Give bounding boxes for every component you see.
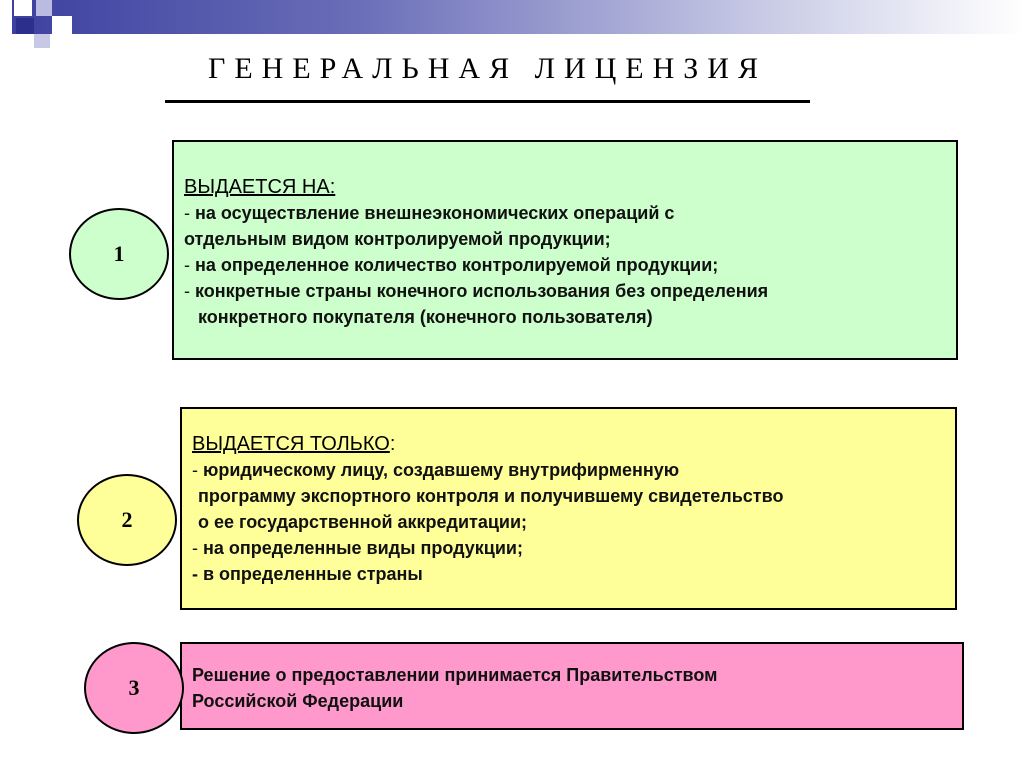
decorative-square	[0, 0, 12, 34]
list-item: - на определенное количество контролируемой продукции;	[184, 255, 719, 275]
decision-text-line: Решение о предоставлении принимается Правительством	[192, 665, 718, 685]
decorative-square	[16, 18, 34, 34]
step-number-2: 2	[77, 474, 177, 566]
issued-for-box	[172, 140, 958, 360]
list-item: - конкретные страны конечного использования без определения	[184, 281, 769, 301]
decorative-square	[36, 0, 52, 16]
decorative-square	[52, 16, 72, 34]
issued-for-heading: ВЫДАЕТСЯ НА:	[184, 176, 336, 198]
list-item-continuation: о ее государственной аккредитации;	[198, 512, 528, 532]
list-item-continuation: программу экспортного контроля и получившему свидетельство	[198, 486, 784, 506]
decision-text-line: Российской Федерации	[192, 691, 404, 711]
decorative-square	[34, 34, 50, 48]
decorative-header-bar	[0, 0, 1024, 34]
list-item: - на определенные виды продукции;	[192, 538, 523, 558]
list-item: - на осуществление внешнеэкономических операций с	[184, 203, 675, 223]
list-item-continuation: конкретного покупателя (конечного пользователя)	[198, 307, 653, 327]
list-item-continuation: отдельным видом контролируемой продукции;	[184, 229, 611, 249]
list-item: - в определенные страны	[192, 564, 423, 584]
decorative-square	[14, 0, 32, 16]
list-item: - юридическому лицу, создавшему внутрифирменную	[192, 460, 680, 480]
step-number-1: 1	[69, 208, 169, 300]
slide-title: ГЕНЕРАЛЬНАЯ ЛИЦЕНЗИЯ	[208, 52, 767, 85]
decorative-square	[16, 34, 32, 48]
step-number-3: 3	[84, 642, 184, 734]
title-underline	[165, 100, 810, 103]
issued-only-box	[180, 407, 957, 610]
issued-only-heading: ВЫДАЕТСЯ ТОЛЬКО:	[192, 433, 396, 455]
government-decision-box	[180, 642, 964, 730]
